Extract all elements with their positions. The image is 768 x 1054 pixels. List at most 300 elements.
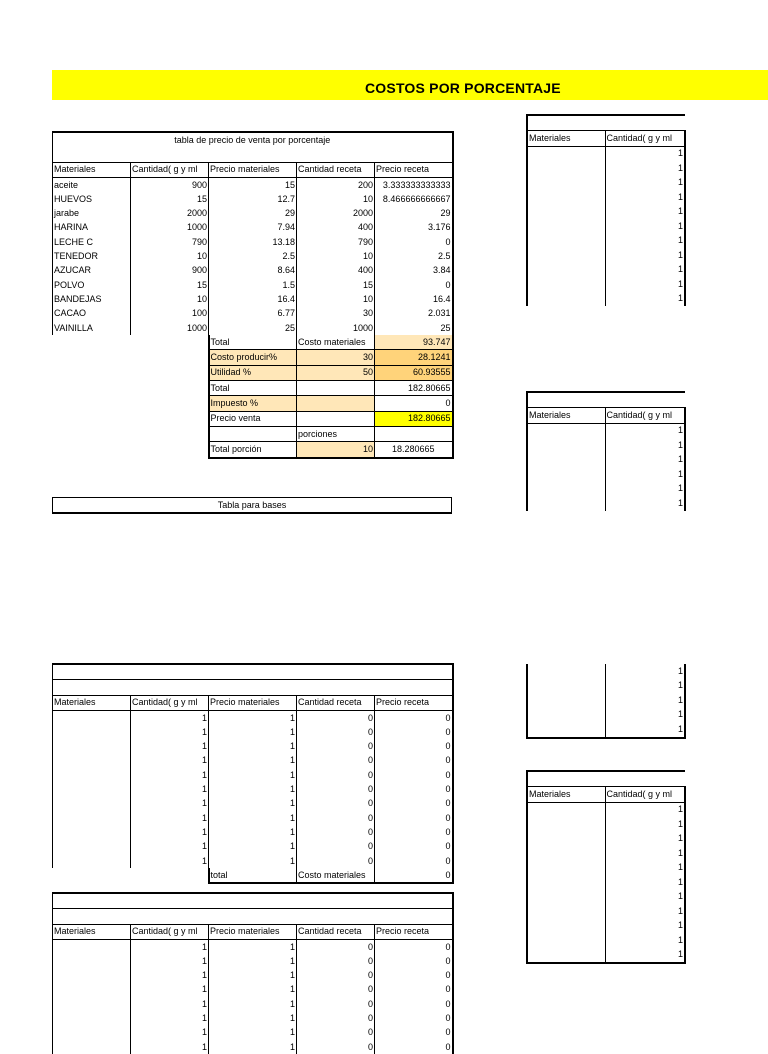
cell-cantidad[interactable]: 900 [131, 177, 209, 192]
cell-material[interactable] [53, 782, 131, 796]
cell-material[interactable] [53, 825, 131, 839]
cell-cantidad-receta[interactable]: 30 [297, 307, 375, 321]
cell-material[interactable] [53, 954, 131, 968]
costo-materiales-label: Costo materiales [297, 335, 375, 350]
precio-venta-value: 182.80665 [375, 411, 453, 426]
cell-precio-materiales[interactable]: 1 [209, 811, 297, 825]
table-row [527, 802, 685, 817]
cell-cantidad[interactable]: 1 [131, 768, 209, 782]
table-row [53, 782, 453, 796]
cell-material[interactable] [53, 725, 131, 739]
cell-cantidad[interactable]: 1 [131, 1011, 209, 1025]
utilidad-pct[interactable]: 50 [297, 365, 375, 380]
table-row [527, 722, 685, 738]
cell-cantidad[interactable]: 15 [131, 278, 209, 292]
table-row [527, 190, 685, 205]
cell-material: aceite [53, 177, 131, 192]
cell-material[interactable] [527, 679, 605, 694]
cell-precio-receta[interactable]: 3.333333333333 [375, 177, 453, 192]
cell-cantidad[interactable]: 1 [605, 438, 685, 453]
cell-material[interactable] [527, 890, 605, 905]
t2-costo-materiales-value: 0 [375, 868, 453, 883]
t3-header-materiales: Materiales [53, 924, 131, 939]
table-row [527, 708, 685, 723]
cell-precio-receta[interactable]: 3.84 [375, 264, 453, 278]
cell-material[interactable] [527, 190, 605, 205]
table-row [53, 797, 453, 811]
cell-cantidad-receta[interactable]: 200 [297, 177, 375, 192]
table-row [527, 482, 685, 497]
cell-precio-receta[interactable]: 2.5 [375, 249, 453, 263]
cell-cantidad-receta[interactable]: 10 [297, 249, 375, 263]
cell-material[interactable] [527, 248, 605, 263]
cell-cantidad[interactable]: 1 [131, 939, 209, 954]
t2-total-label: total [209, 868, 297, 883]
table-row [527, 146, 685, 161]
header-precio-receta: Precio receta [375, 162, 453, 177]
cell-cantidad[interactable]: 1 [605, 890, 685, 905]
table-row [53, 307, 453, 321]
cell-cantidad[interactable]: 1 [605, 948, 685, 964]
table-row [527, 234, 685, 249]
cell-material[interactable] [53, 797, 131, 811]
table-row [527, 679, 685, 694]
table-row [53, 249, 453, 263]
table-row [53, 177, 453, 192]
table-row [527, 438, 685, 453]
cell-precio-materiales[interactable]: 1 [209, 797, 297, 811]
cell-precio-materiales[interactable]: 1 [209, 1040, 297, 1054]
cell-cantidad[interactable]: 1 [605, 423, 685, 438]
cell-cantidad-receta[interactable]: 0 [297, 1040, 375, 1054]
cell-cantidad-receta[interactable]: 0 [297, 968, 375, 982]
table-row [527, 205, 685, 220]
table-row [527, 219, 685, 234]
cell-precio-receta[interactable]: 0 [375, 840, 453, 854]
cell-cantidad[interactable]: 1 [605, 453, 685, 468]
cell-material[interactable] [527, 875, 605, 890]
cell-precio-receta[interactable]: 0 [375, 782, 453, 796]
cell-cantidad[interactable]: 1 [131, 811, 209, 825]
cell-material[interactable] [53, 811, 131, 825]
utilidad-value: 60.93555 [375, 365, 453, 380]
cell-cantidad[interactable]: 1 [605, 467, 685, 482]
cell-cantidad[interactable]: 1 [605, 817, 685, 832]
cell-cantidad[interactable]: 1 [131, 854, 209, 868]
cell-cantidad[interactable]: 10 [131, 249, 209, 263]
cell-precio-receta[interactable]: 29 [375, 206, 453, 220]
cell-cantidad-receta[interactable]: 0 [297, 825, 375, 839]
table-row [53, 997, 453, 1011]
table-row [53, 968, 453, 982]
table-row [527, 496, 685, 511]
table-row [53, 278, 453, 292]
cell-precio-materiales[interactable]: 1 [209, 1026, 297, 1040]
cell-precio-materiales[interactable]: 1 [209, 939, 297, 954]
cell-material[interactable] [527, 146, 605, 161]
t2-header-cantidad-receta: Cantidad receta [297, 695, 375, 710]
cell-precio-materiales[interactable]: 1 [209, 825, 297, 839]
cell-precio-materiales[interactable]: 1 [209, 954, 297, 968]
cell-cantidad-receta[interactable]: 400 [297, 221, 375, 235]
table-row [53, 983, 453, 997]
sD-header-materiales: Materiales [527, 787, 605, 803]
cell-precio-materiales[interactable]: 2.5 [209, 249, 297, 263]
table-row [527, 817, 685, 832]
table-row [527, 277, 685, 292]
cell-cantidad[interactable]: 1 [605, 234, 685, 249]
table-row [527, 467, 685, 482]
t2-costo-materiales-label: Costo materiales [297, 868, 375, 883]
table-row [527, 292, 685, 307]
cell-cantidad[interactable]: 1 [131, 983, 209, 997]
cell-material: LECHE C [53, 235, 131, 249]
cell-cantidad-receta[interactable]: 0 [297, 1011, 375, 1025]
cell-cantidad[interactable]: 1 [605, 904, 685, 919]
cell-cantidad[interactable]: 1 [131, 797, 209, 811]
cell-cantidad[interactable]: 2000 [131, 206, 209, 220]
cell-cantidad-receta[interactable]: 0 [297, 954, 375, 968]
cell-material[interactable] [527, 423, 605, 438]
table-row [527, 263, 685, 278]
cell-precio-receta[interactable]: 2.031 [375, 307, 453, 321]
cell-cantidad[interactable]: 1 [605, 861, 685, 876]
cell-material[interactable] [53, 968, 131, 982]
cell-cantidad-receta[interactable]: 0 [297, 939, 375, 954]
cell-material[interactable] [53, 1026, 131, 1040]
cell-precio-receta[interactable]: 0 [375, 954, 453, 968]
cell-cantidad[interactable]: 1 [131, 968, 209, 982]
table-row [527, 875, 685, 890]
table3-title-row [53, 893, 453, 909]
cell-cantidad[interactable]: 1 [131, 710, 209, 725]
cell-material[interactable] [527, 277, 605, 292]
cell-precio-receta[interactable]: 0 [375, 1040, 453, 1054]
cell-precio-materiales[interactable]: 1 [209, 725, 297, 739]
header-materiales: Materiales [53, 162, 131, 177]
cell-precio-receta[interactable]: 0 [375, 710, 453, 725]
cell-cantidad-receta[interactable]: 1000 [297, 321, 375, 335]
cell-material[interactable] [527, 802, 605, 817]
cell-material[interactable] [527, 482, 605, 497]
cell-precio-receta[interactable]: 0 [375, 768, 453, 782]
table-row [53, 292, 453, 306]
cell-precio-receta[interactable]: 0 [375, 278, 453, 292]
cell-cantidad[interactable]: 1 [605, 708, 685, 723]
cell-cantidad[interactable]: 1000 [131, 321, 209, 335]
table2-title-row [53, 664, 453, 680]
cell-precio-materiales[interactable]: 8.64 [209, 264, 297, 278]
cell-cantidad-receta[interactable]: 2000 [297, 206, 375, 220]
cell-cantidad[interactable]: 1 [131, 1040, 209, 1054]
cell-cantidad[interactable]: 1 [605, 919, 685, 934]
cell-precio-materiales[interactable]: 1 [209, 710, 297, 725]
cell-precio-receta[interactable]: 16.4 [375, 292, 453, 306]
cell-precio-materiales[interactable]: 15 [209, 177, 297, 192]
cell-cantidad-receta[interactable]: 15 [297, 278, 375, 292]
cell-cantidad[interactable]: 1 [605, 933, 685, 948]
cell-material[interactable] [527, 708, 605, 723]
cell-cantidad-receta[interactable]: 0 [297, 1026, 375, 1040]
cell-cantidad[interactable]: 1 [131, 1026, 209, 1040]
cell-cantidad[interactable]: 1 [605, 679, 685, 694]
header-precio-materiales: Precio materiales [209, 162, 297, 177]
blank-row [53, 147, 453, 162]
cell-cantidad[interactable]: 1 [131, 754, 209, 768]
cell-cantidad-receta[interactable]: 0 [297, 725, 375, 739]
table-row [53, 811, 453, 825]
cell-cantidad[interactable]: 1 [605, 263, 685, 278]
cell-material[interactable] [527, 948, 605, 964]
cell-precio-receta[interactable]: 0 [375, 754, 453, 768]
total-porcion-pct[interactable]: 10 [297, 442, 375, 458]
header-cantidad-receta: Cantidad receta [297, 162, 375, 177]
cell-cantidad-receta[interactable]: 0 [297, 811, 375, 825]
page-title: COSTOS POR PORCENTAJE [365, 80, 561, 96]
table-row [53, 321, 453, 335]
cell-cantidad-receta[interactable]: 0 [297, 983, 375, 997]
table-row [53, 206, 453, 220]
cell-cantidad[interactable]: 1 [605, 832, 685, 847]
cell-cantidad[interactable]: 1 [605, 496, 685, 511]
cell-material[interactable] [527, 234, 605, 249]
cell-precio-materiales[interactable]: 6.77 [209, 307, 297, 321]
cell-cantidad-receta[interactable]: 0 [297, 997, 375, 1011]
cell-precio-receta[interactable]: 0 [375, 1026, 453, 1040]
cell-precio-materiales[interactable]: 12.7 [209, 192, 297, 206]
total2-value: 182.80665 [375, 381, 453, 396]
cell-cantidad[interactable]: 1 [605, 176, 685, 191]
cell-cantidad-receta[interactable]: 0 [297, 710, 375, 725]
cell-material[interactable] [527, 861, 605, 876]
cell-cantidad-receta[interactable]: 0 [297, 754, 375, 768]
cell-material[interactable] [53, 939, 131, 954]
cell-material: CACAO [53, 307, 131, 321]
cell-material[interactable] [53, 754, 131, 768]
t3-header-precio-receta: Precio receta [375, 924, 453, 939]
cell-material[interactable] [53, 1040, 131, 1054]
table-row [527, 176, 685, 191]
header-cantidad: Cantidad( g y ml [131, 162, 209, 177]
cell-precio-receta[interactable]: 0 [375, 1011, 453, 1025]
cell-cantidad[interactable]: 1000 [131, 221, 209, 235]
table-row [53, 840, 453, 854]
cell-cantidad[interactable]: 1 [131, 782, 209, 796]
cell-cantidad-receta[interactable]: 400 [297, 264, 375, 278]
cell-precio-materiales[interactable]: 1 [209, 754, 297, 768]
cell-cantidad[interactable]: 1 [605, 248, 685, 263]
table-row [527, 664, 685, 679]
cell-precio-materiales[interactable]: 16.4 [209, 292, 297, 306]
table-row [53, 192, 453, 206]
cell-cantidad-receta[interactable]: 0 [297, 739, 375, 753]
cell-cantidad[interactable]: 1 [605, 190, 685, 205]
cell-cantidad[interactable]: 1 [605, 146, 685, 161]
cell-material[interactable] [53, 710, 131, 725]
cell-material[interactable] [527, 919, 605, 934]
costo-materiales-value: 93.747 [375, 335, 453, 350]
cell-material[interactable] [527, 496, 605, 511]
cell-material[interactable] [527, 664, 605, 679]
table-row [53, 954, 453, 968]
cell-precio-materiales[interactable]: 7.94 [209, 221, 297, 235]
cell-cantidad[interactable]: 1 [605, 722, 685, 738]
cell-material[interactable] [527, 438, 605, 453]
cell-material[interactable] [527, 161, 605, 176]
table-row [527, 933, 685, 948]
impuesto-label: Impuesto % [209, 396, 297, 411]
cell-cantidad[interactable]: 1 [605, 205, 685, 220]
table-row [53, 854, 453, 868]
cell-cantidad[interactable]: 1 [605, 693, 685, 708]
cell-cantidad-receta[interactable]: 0 [297, 782, 375, 796]
cell-precio-receta[interactable]: 0 [375, 725, 453, 739]
cell-material[interactable] [53, 983, 131, 997]
cell-cantidad[interactable]: 15 [131, 192, 209, 206]
cell-precio-receta[interactable]: 3.176 [375, 221, 453, 235]
cell-cantidad[interactable]: 1 [131, 954, 209, 968]
total-porcion-label: Total porción [209, 442, 297, 458]
impuesto-input[interactable] [297, 396, 375, 411]
cell-cantidad-receta[interactable]: 10 [297, 292, 375, 306]
table-row [527, 693, 685, 708]
cell-precio-materiales[interactable]: 1 [209, 968, 297, 982]
cell-precio-receta[interactable]: 25 [375, 321, 453, 335]
table-row [527, 423, 685, 438]
cell-precio-receta[interactable]: 0 [375, 968, 453, 982]
main-cost-table [52, 131, 454, 459]
cell-precio-materiales[interactable]: 1.5 [209, 278, 297, 292]
t2-header-materiales: Materiales [53, 695, 131, 710]
cell-precio-materiales[interactable]: 1 [209, 840, 297, 854]
cell-precio-receta[interactable]: 8.466666666667 [375, 192, 453, 206]
costo-producir-label: Costo producir% [209, 350, 297, 365]
cell-material[interactable] [527, 205, 605, 220]
header-row [53, 162, 453, 177]
sA-header-materiales: Materiales [527, 131, 605, 147]
cell-material: jarabe [53, 206, 131, 220]
cell-precio-materiales[interactable]: 25 [209, 321, 297, 335]
cell-precio-materiales[interactable]: 1 [209, 782, 297, 796]
cell-material[interactable] [53, 997, 131, 1011]
cell-cantidad[interactable]: 1 [131, 725, 209, 739]
porciones-label: porciones [297, 426, 375, 441]
table-row [527, 248, 685, 263]
cell-material: VAINILLA [53, 321, 131, 335]
cell-cantidad[interactable]: 1 [605, 846, 685, 861]
cell-material[interactable] [53, 739, 131, 753]
table-row [53, 725, 453, 739]
cell-cantidad-receta[interactable]: 0 [297, 768, 375, 782]
cell-precio-materiales[interactable]: 13.18 [209, 235, 297, 249]
cell-cantidad[interactable]: 100 [131, 307, 209, 321]
cell-material[interactable] [53, 768, 131, 782]
cell-material[interactable] [53, 854, 131, 868]
table-row [527, 832, 685, 847]
cell-material[interactable] [527, 846, 605, 861]
cell-cantidad[interactable]: 1 [605, 664, 685, 679]
cell-precio-materiales[interactable]: 1 [209, 1011, 297, 1025]
cell-material[interactable] [527, 832, 605, 847]
main-table-title: tabla de precio de venta por porcentaje [53, 132, 453, 147]
cell-precio-materiales[interactable]: 1 [209, 997, 297, 1011]
empty-cost-table-1 [52, 663, 454, 884]
side-table-c [526, 664, 686, 739]
cell-cantidad[interactable]: 1 [605, 802, 685, 817]
t2-header-precio-receta: Precio receta [375, 695, 453, 710]
utilidad-label: Utilidad % [209, 365, 297, 380]
cell-cantidad[interactable]: 1 [131, 997, 209, 1011]
cell-cantidad-receta[interactable]: 790 [297, 235, 375, 249]
cell-precio-materiales[interactable]: 1 [209, 854, 297, 868]
table-row [53, 235, 453, 249]
cell-cantidad[interactable]: 900 [131, 264, 209, 278]
cell-precio-receta[interactable]: 0 [375, 797, 453, 811]
table-row [53, 221, 453, 235]
cell-material[interactable] [53, 840, 131, 854]
total-label: Total [209, 335, 297, 350]
cell-material[interactable] [527, 693, 605, 708]
cell-cantidad[interactable]: 1 [605, 292, 685, 307]
cell-cantidad[interactable]: 1 [605, 161, 685, 176]
cell-material[interactable] [527, 817, 605, 832]
cell-material[interactable] [527, 933, 605, 948]
empty-cost-table-2 [52, 892, 454, 1054]
cell-precio-receta[interactable]: 0 [375, 811, 453, 825]
cell-cantidad[interactable]: 1 [605, 277, 685, 292]
total2-label: Total [209, 381, 297, 396]
costo-producir-pct[interactable]: 30 [297, 350, 375, 365]
cell-cantidad-receta[interactable]: 0 [297, 797, 375, 811]
cell-cantidad[interactable]: 10 [131, 292, 209, 306]
table-row [53, 939, 453, 954]
cell-precio-receta[interactable]: 0 [375, 825, 453, 839]
cell-cantidad[interactable]: 1 [131, 840, 209, 854]
table-row [53, 825, 453, 839]
cell-precio-receta[interactable]: 0 [375, 939, 453, 954]
cell-cantidad[interactable]: 1 [605, 482, 685, 497]
cell-precio-receta[interactable]: 0 [375, 739, 453, 753]
cell-cantidad[interactable]: 1 [605, 875, 685, 890]
cell-cantidad[interactable]: 1 [605, 219, 685, 234]
cell-material[interactable] [527, 453, 605, 468]
cell-material[interactable] [527, 263, 605, 278]
cell-material[interactable] [527, 219, 605, 234]
cell-cantidad[interactable]: 1 [131, 825, 209, 839]
cell-precio-receta[interactable]: 0 [375, 983, 453, 997]
cell-material: AZUCAR [53, 264, 131, 278]
cell-cantidad[interactable]: 790 [131, 235, 209, 249]
cell-precio-materiales[interactable]: 1 [209, 983, 297, 997]
cell-precio-materiales[interactable]: 29 [209, 206, 297, 220]
cell-precio-materiales[interactable]: 1 [209, 739, 297, 753]
table-row [53, 768, 453, 782]
sD-header-cantidad: Cantidad( g y ml [605, 787, 685, 803]
cell-precio-receta[interactable]: 0 [375, 997, 453, 1011]
cell-cantidad-receta[interactable]: 10 [297, 192, 375, 206]
cell-material[interactable] [527, 176, 605, 191]
cell-cantidad[interactable]: 1 [131, 739, 209, 753]
cell-material[interactable] [527, 904, 605, 919]
cell-material[interactable] [527, 467, 605, 482]
cell-cantidad-receta[interactable]: 0 [297, 854, 375, 868]
cell-material[interactable] [527, 292, 605, 307]
cell-cantidad-receta[interactable]: 0 [297, 840, 375, 854]
cell-precio-receta[interactable]: 0 [375, 854, 453, 868]
cell-precio-receta[interactable]: 0 [375, 235, 453, 249]
cell-material[interactable] [527, 722, 605, 738]
cell-precio-materiales[interactable]: 1 [209, 768, 297, 782]
